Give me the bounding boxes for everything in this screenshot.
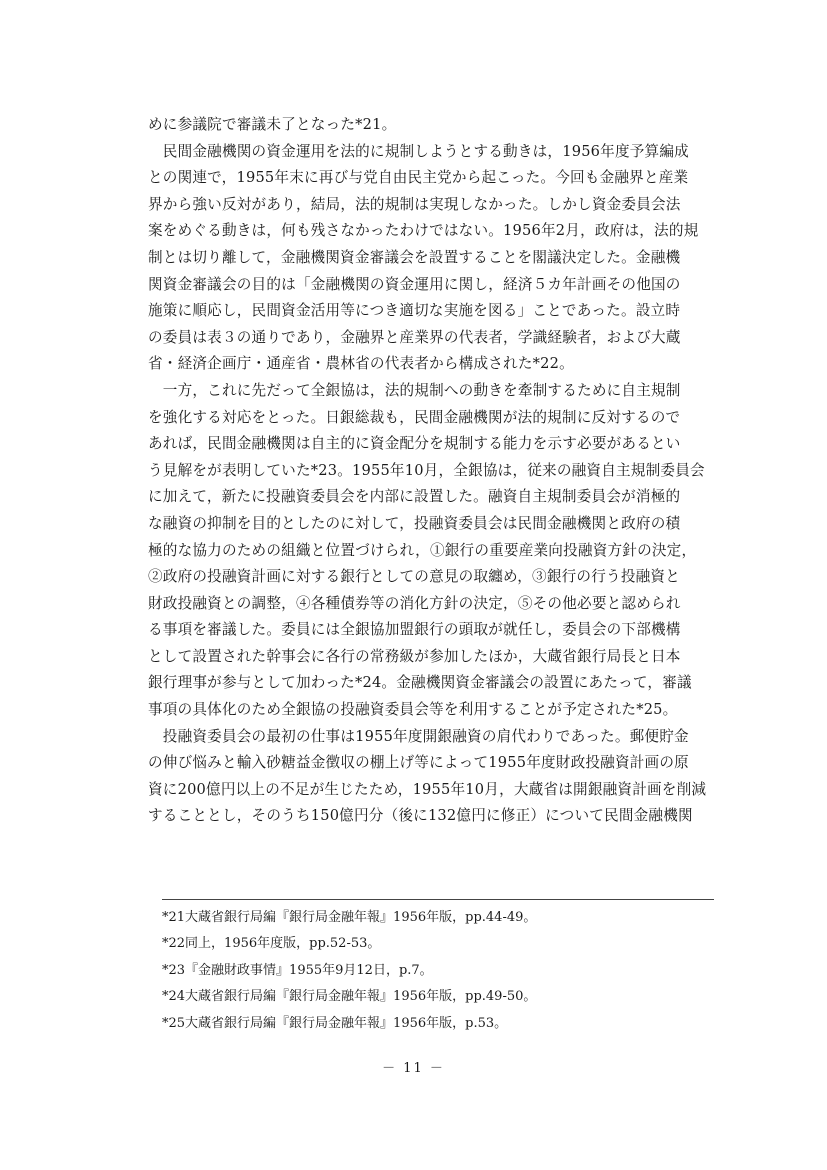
footnote-25: *25大蔵省銀行局編『銀行局金融年報』1956年版，p.53。	[162, 1015, 508, 1031]
body-line: の伸び悩みと輸入砂糖益金徴収の棚上げ等によって1955年度財政投融資計画の原	[148, 754, 689, 772]
footnote-23: *23『金融財政事情』1955年9月12日，p.7。	[162, 962, 433, 978]
body-line: に加えて，新たに投融資委員会を内部に設置した。融資自主規制委員会が消極的	[148, 488, 681, 506]
body-line: 民間金融機関の資金運用を法的に規制しようとする動きは，1956年度予算編成	[148, 142, 689, 160]
body-line: との関連で，1955年末に再び与党自由民主党から起こった。今回も金融界と産業	[148, 169, 689, 187]
body-line: 一方，これに先だって全銀協は，法的規制への動きを牽制するために自主規制	[148, 381, 681, 399]
body-line: めに参議院で審議未了となった*21。	[148, 116, 397, 133]
footnote-24: *24大蔵省銀行局編『銀行局金融年報』1956年版，pp.49-50。	[162, 989, 537, 1005]
body-line: 案をめぐる動きは，何も残さなかったわけではない。1956年2月，政府は，法的規	[148, 222, 699, 240]
body-line: として設置された幹事会に各行の常務級が参加したほか，大蔵省銀行局長と日本	[148, 647, 681, 665]
body-line: 資に200億円以上の不足が生じたため，1955年10月，大蔵省は開銀融資計画を削減	[148, 780, 707, 798]
footnotes	[162, 905, 722, 1037]
body-line: 制とは切り離して，金融機関資金審議会を設置することを閣議決定した。金融機	[148, 248, 681, 266]
body-line: う見解をが表明していた*23。1955年10月，全銀協は，従来の融資自主規制委員会	[148, 461, 705, 479]
body-line: 関資金審議会の目的は「金融機関の資金運用に関し，経済５カ年計画その他国の	[148, 275, 681, 293]
body-line: な融資の抑制を目的としたのに対して，投融資委員会は民間金融機関と政府の積	[148, 514, 681, 532]
page-number: － 11 －	[382, 1061, 445, 1076]
body-line: 銀行理事が参与として加わった*24。金融機関資金審議会の設置にあたって，審議	[148, 674, 692, 692]
body-text	[148, 112, 716, 830]
body-line: することとし，そのうち150億円分（後に132億円に修正）について民間金融機関	[148, 807, 693, 825]
body-line: 界から強い反対があり，結局，法的規制は実現しなかった。しかし資金委員会法	[148, 195, 681, 213]
body-line: る事項を審議した。委員には全銀協加盟銀行の頭取が就任し，委員会の下部機構	[148, 621, 681, 639]
footnote-21: *21大蔵省銀行局編『銀行局金融年報』1956年版，pp.44-49。	[162, 910, 537, 925]
body-line: あれば，民間金融機関は自主的に資金配分を規制する能力を示す必要があるとい	[148, 435, 681, 453]
body-line: の委員は表３の通りであり，金融界と産業界の代表者，学識経験者，および大蔵	[148, 328, 681, 346]
body-line: ②政府の投融資計画に対する銀行としての意見の取纏め，③銀行の行う投融資と	[148, 568, 680, 586]
body-line: 省・経済企画庁・通産省・農林省の代表者から構成された*22。	[148, 355, 574, 373]
body-line: 極的な協力のための組織と位置づけられ，①銀行の重要産業向投融資方針の決定，	[148, 541, 697, 559]
footnote-22: *22同上，1956年度版，pp.52-53。	[162, 936, 381, 952]
body-line: 投融資委員会の最初の仕事は1955年度開銀融資の肩代わりであった。郵便貯金	[148, 727, 689, 745]
body-line: 施策に順応し，民間資金活用等につき適切な実施を図る」ことであった。設立時	[148, 302, 681, 320]
body-line: 事項の具体化のため全銀協の投融資委員会等を利用することが予定された*25。	[148, 701, 678, 719]
body-line: 財政投融資との調整，④各種債券等の消化方針の決定，⑤その他必要と認められ	[148, 594, 681, 612]
body-line: を強化する対応をとった。日銀総裁も，民間金融機関が法的規制に反対するので	[148, 408, 681, 426]
footnote-divider	[162, 899, 714, 900]
